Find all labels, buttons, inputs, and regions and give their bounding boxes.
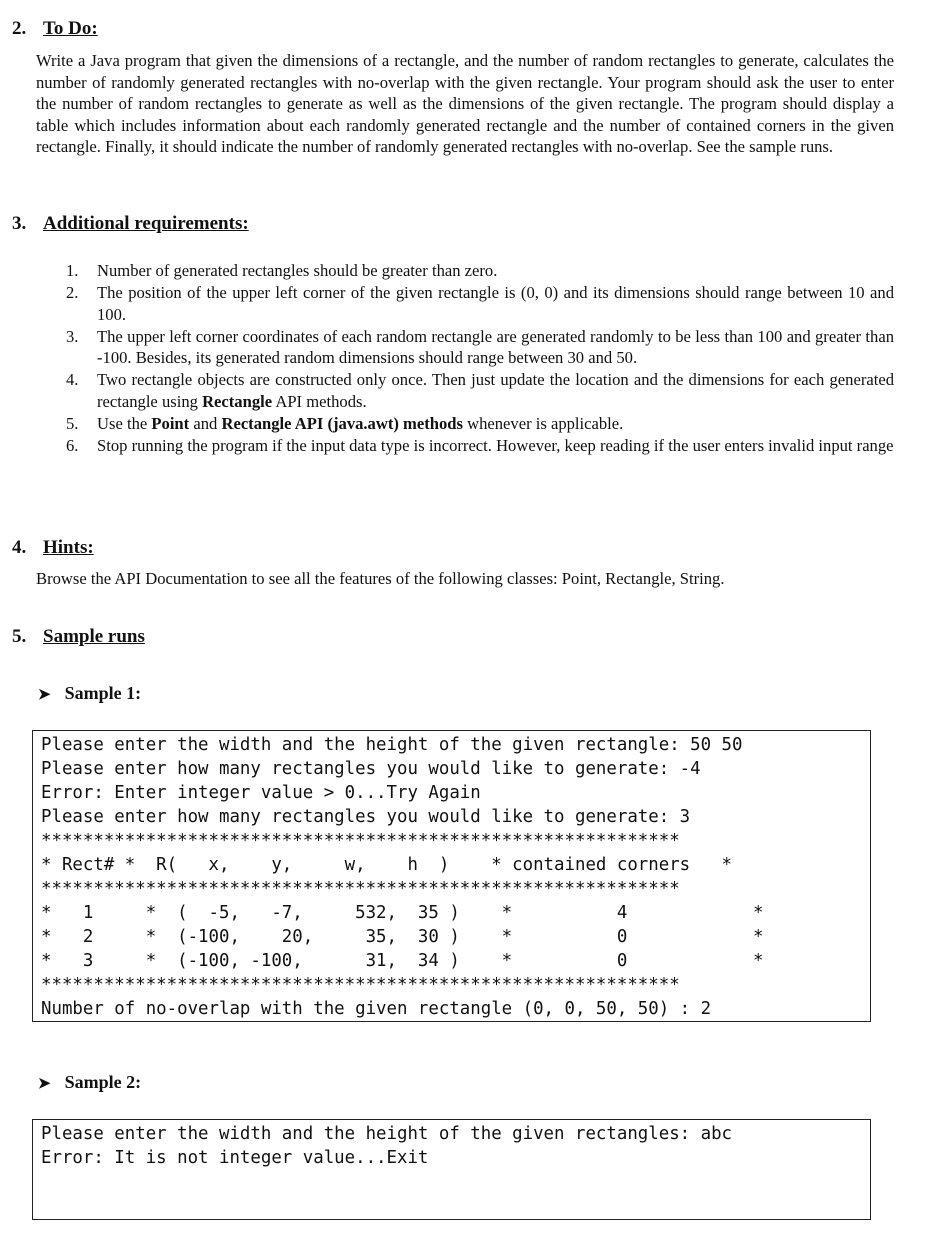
sample-2-label xyxy=(38,1072,141,1093)
item-text-post: API methods. xyxy=(272,391,367,411)
item-text-bold: Rectangle xyxy=(202,391,273,411)
item-text-mid: and xyxy=(189,413,222,433)
item-number: 3. xyxy=(66,326,79,346)
section-title: Sample runs xyxy=(43,626,145,647)
section-number: 3. xyxy=(12,213,27,234)
section-todo-heading xyxy=(12,18,98,40)
section-title: To Do: xyxy=(43,18,98,39)
list-item xyxy=(60,282,894,325)
todo-paragraph: Write a Java program that given the dimensions of a rectangle, and the number of random rectangles to generate, calculates the number of randomly generated rectangles with no-overlap with the given rectangle. Your program should ask the user to enter the number of random rectangles to generate as well as the dimensions of the given rectangle. The program should display a table which includes information about each randomly generated rectangle and the number of contained corners in the given rectangle. Finally, it should indicate the number of randomly generated rectangles with no-overlap. See the sample runs. xyxy=(36,51,894,156)
item-number: 1. xyxy=(66,261,79,280)
section-additional-heading xyxy=(12,213,249,235)
section-number: 5. xyxy=(12,626,27,647)
sample-1-label xyxy=(38,683,141,704)
item-text: Stop running the program if the input data type is incorrect. However, keep reading if the user enters invalid input range xyxy=(97,435,894,455)
arrow-bullet-icon: ➤ xyxy=(38,687,51,703)
sample-label-text: Sample 1: xyxy=(64,683,142,703)
arrow-bullet-icon: ➤ xyxy=(38,1076,51,1092)
list-item xyxy=(60,260,894,282)
hints-paragraph: Browse the API Documentation to see all the features of the following classes: Point, Rectangle, String. xyxy=(36,569,725,588)
item-text: The upper left corner coordinates of each random rectangle are generated randomly to be less than 100 and greater than -100. Besides, its generated random dimensions should range between 30 and 50. xyxy=(97,326,894,367)
item-number: 2. xyxy=(66,283,79,302)
item-text-pre: Two rectangle objects are constructed only once. Then just update the location and the dimensions for each generated rectangle using xyxy=(97,370,894,411)
list-item xyxy=(60,369,894,412)
item-text-bold: Point xyxy=(151,413,190,433)
item-text-pre: Use the xyxy=(97,413,152,433)
list-item xyxy=(60,326,894,369)
section-number: 2. xyxy=(12,18,27,39)
section-title: Hints: xyxy=(43,537,94,558)
section-title: Additional requirements: xyxy=(43,213,249,234)
item-text-post: whenever is applicable. xyxy=(462,413,624,433)
sample-1-console xyxy=(32,730,871,1022)
section-samples-heading xyxy=(12,626,145,648)
requirements-list xyxy=(60,260,894,457)
console-output: Please enter the width and the height of the given rectangles: abc Error: It is not integer value...Exit xyxy=(41,1124,733,1168)
item-text: The position of the upper left corner of the given rectangle is (0, 0) and its dimensions should range between 10 and 100. xyxy=(97,283,894,324)
sample-label-text: Sample 2: xyxy=(64,1072,142,1092)
item-text: Number of generated rectangles should be greater than zero. xyxy=(97,261,498,280)
item-number: 6. xyxy=(66,435,79,455)
section-number: 4. xyxy=(12,537,27,558)
list-item xyxy=(60,435,894,457)
item-number: 4. xyxy=(66,370,79,389)
item-text-bold-2: Rectangle API (java.awt) methods xyxy=(221,413,463,433)
item-number: 5. xyxy=(66,413,79,433)
section-hints-heading xyxy=(12,537,94,559)
list-item xyxy=(60,413,894,435)
console-output: Please enter the width and the height of the given rectangle: 50 50 Please enter how many rectangles you would like to generate: -4 Error: Enter integer value > 0...Try Again Please enter how many rectangles you would like to generate: 3 ************************************************************* * Rect# * R( x, y, w, h ) * contained corners * ************************************************************* * 1 * ( -5, -7, 532, 35 ) * 4 * * 2 * (-100, 20, 35, 30 ) * 0 * * 3 * (-100, -100, 31, 34 ) * 0 * ************************************************************* Number of no-overlap with the given rectangle (0, 0, 50, 50) : 2 xyxy=(41,735,764,1019)
sample-2-console xyxy=(32,1119,871,1220)
